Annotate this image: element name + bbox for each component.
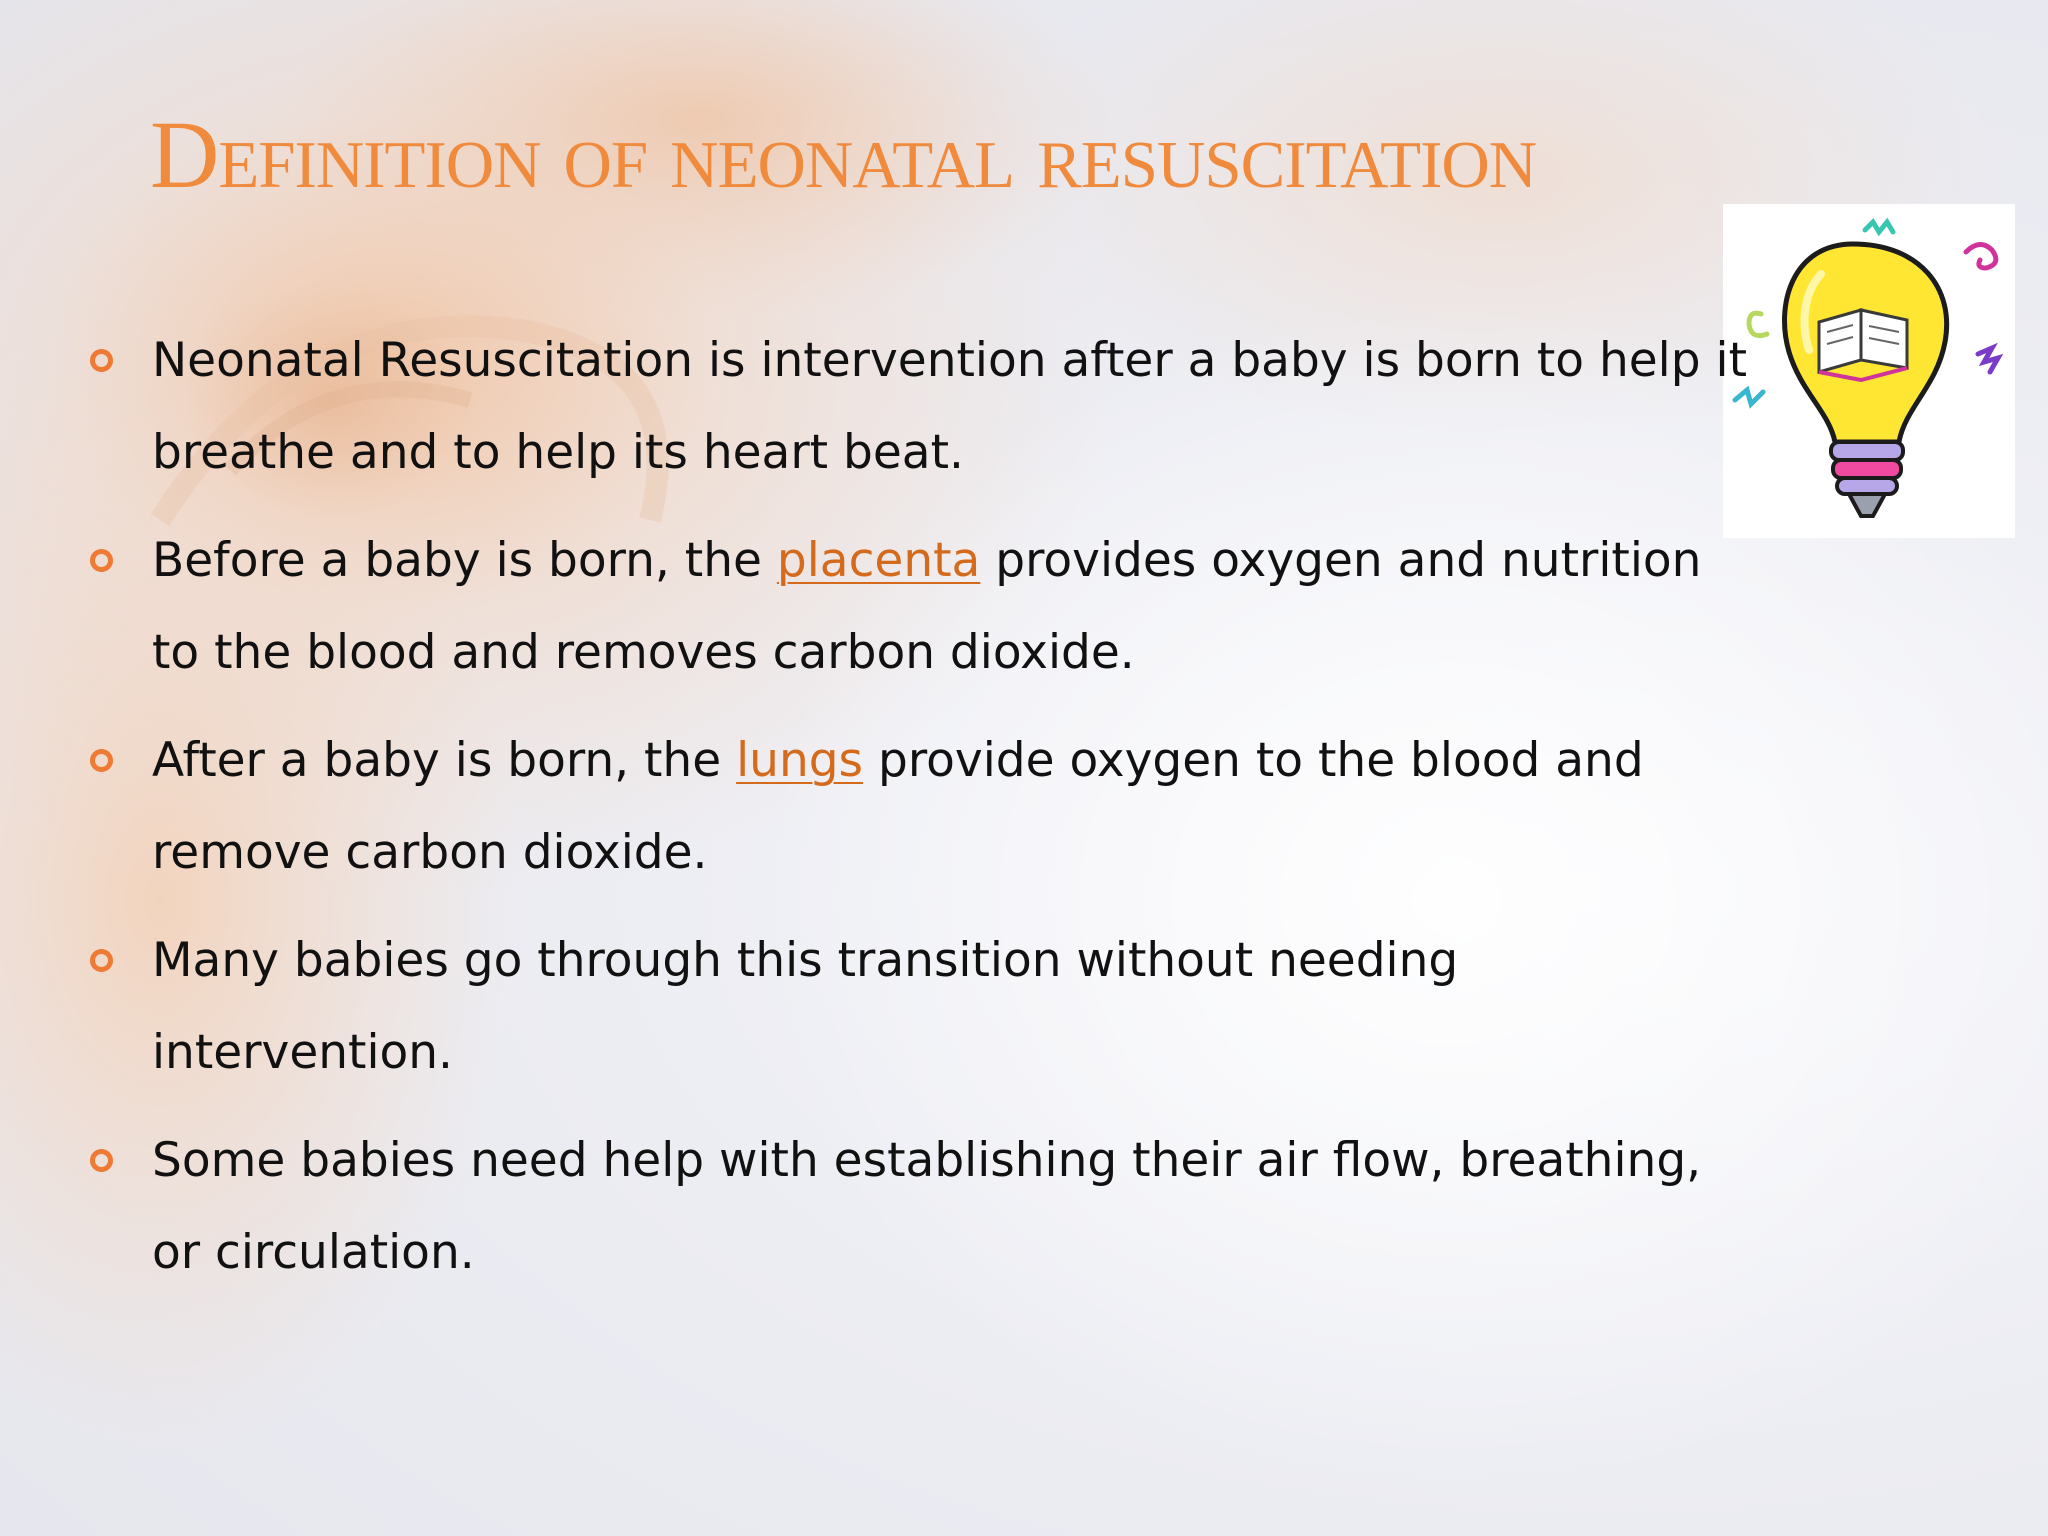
list-item: [90, 1115, 1750, 1299]
placenta-link[interactable]: placenta: [776, 533, 981, 588]
bullet-circle-icon: [90, 1149, 113, 1172]
lungs-link[interactable]: lungs: [736, 733, 864, 788]
list-item: [90, 515, 1750, 699]
bullet-text: provide oxygen to the blood and remove carbon dioxide.: [152, 733, 1644, 880]
bullet-text: Before a baby is born, the: [152, 533, 777, 588]
bullet-text: Many babies go through this transition without needing intervention.: [152, 933, 1459, 1080]
list-item: [90, 715, 1750, 899]
bullet-text: Some babies need help with establishing their air flow, breathing, or circulation.: [152, 1133, 1702, 1280]
lightbulb-with-book-icon: [1723, 204, 2015, 538]
slide-title: Definition of neonatal resuscitation: [150, 101, 1537, 208]
bullet-list: [90, 315, 1750, 1315]
bullet-text: provides oxygen and nutrition to the blood and removes carbon dioxide.: [152, 533, 1702, 680]
bullet-text: After a baby is born, the: [152, 733, 737, 788]
bullet-circle-icon: [90, 549, 113, 572]
bullet-text: Neonatal Resuscitation is intervention after a baby is born to help it breathe and to help its heart beat.: [152, 333, 1747, 480]
list-item: [90, 915, 1750, 1099]
bullet-circle-icon: [90, 349, 113, 372]
list-item: [90, 315, 1750, 499]
bullet-circle-icon: [90, 749, 113, 772]
bullet-circle-icon: [90, 949, 113, 972]
